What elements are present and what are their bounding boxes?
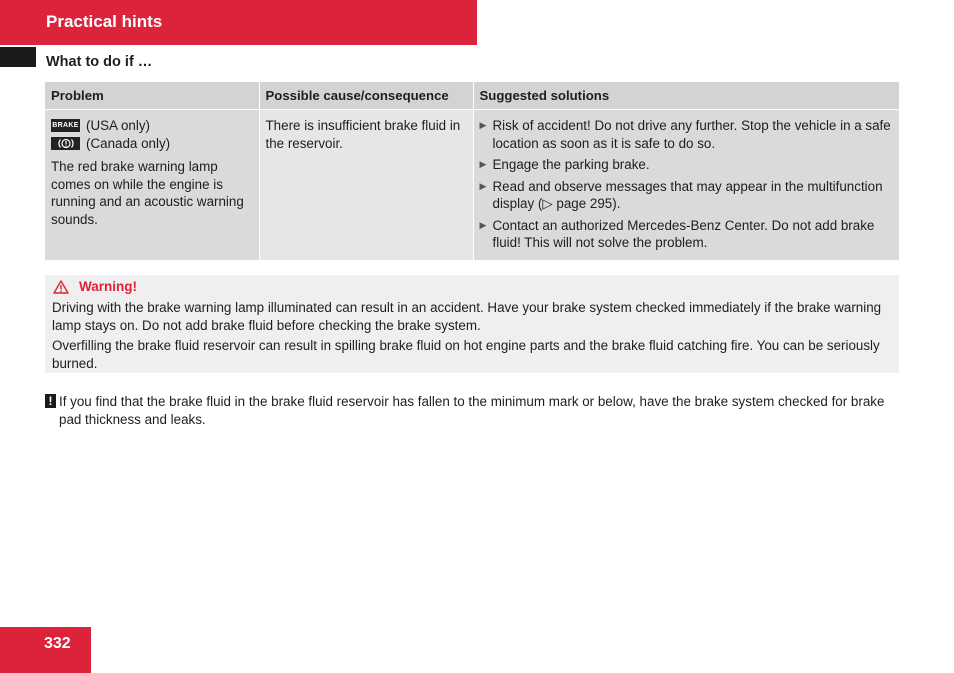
problem-cell xyxy=(45,110,259,260)
table-header-row xyxy=(45,82,899,110)
exclamation-icon: ! xyxy=(45,394,56,408)
brake-lamp-icon: BRAKE xyxy=(51,119,80,132)
warning-title: Warning! xyxy=(79,279,137,294)
header-problem: Problem xyxy=(45,82,259,110)
table-row xyxy=(45,110,899,260)
solutions-cell xyxy=(473,110,899,260)
lamp-canada-line xyxy=(51,135,253,153)
section-marker xyxy=(0,47,36,67)
warning-paragraph: Driving with the brake warning lamp illuminated can result in an accident. Have your brake system checked immediately if the brake warning lamp stays on. Do not add brake fluid before checking the brake system. xyxy=(52,300,882,333)
chapter-title: Practical hints xyxy=(46,12,163,31)
chapter-header xyxy=(0,0,477,45)
note-block xyxy=(45,393,895,429)
note-text: If you find that the brake fluid in the brake fluid reservoir has fallen to the minimum mark or below, have the brake system checked for brake pad thickness and leaks. xyxy=(59,394,885,427)
header-cause: Possible cause/consequence xyxy=(259,82,473,110)
solution-item: ▶ Contact an authorized Mercedes-Benz Center. Do not add brake fluid! This will not solve the problem. xyxy=(479,217,875,250)
arrow-icon: ▶ xyxy=(479,219,487,230)
arrow-icon: ▶ xyxy=(479,159,487,169)
solution-item: ▶ Read and observe messages that may appear in the multifunction display (▷ page 295). xyxy=(479,178,883,211)
solution-item: ▶ Risk of accident! Do not drive any further. Stop the vehicle in a safe location as soon as it is safe to do so. xyxy=(479,118,891,151)
troubleshooting-table xyxy=(45,82,899,260)
warning-box xyxy=(45,275,899,373)
lamp-usa-label: (USA only) xyxy=(86,118,150,133)
solution-item: ▶ Engage the parking brake. xyxy=(479,157,650,172)
warning-triangle-icon xyxy=(53,280,69,294)
page-number-tab xyxy=(0,627,91,673)
header-solutions: Suggested solutions xyxy=(473,82,899,110)
warning-heading xyxy=(53,279,137,294)
lamp-usa-line xyxy=(51,117,253,135)
brake-circle-icon xyxy=(51,137,80,150)
problem-description: The red brake warning lamp comes on while the engine is running and an acoustic warning sounds. xyxy=(51,159,244,227)
warning-paragraph: Overfilling the brake fluid reservoir can result in spilling brake fluid on hot engine parts and the brake fluid catching fire. You can be seriously burned. xyxy=(52,338,880,371)
lamp-canada-label: (Canada only) xyxy=(86,135,171,151)
page-number: 332 xyxy=(44,635,71,652)
arrow-icon: ▶ xyxy=(479,120,487,130)
cause-cell: There is insufficient brake fluid in the reservoir. xyxy=(259,110,473,260)
arrow-icon: ▶ xyxy=(479,180,487,191)
section-subtitle: What to do if … xyxy=(46,54,153,70)
